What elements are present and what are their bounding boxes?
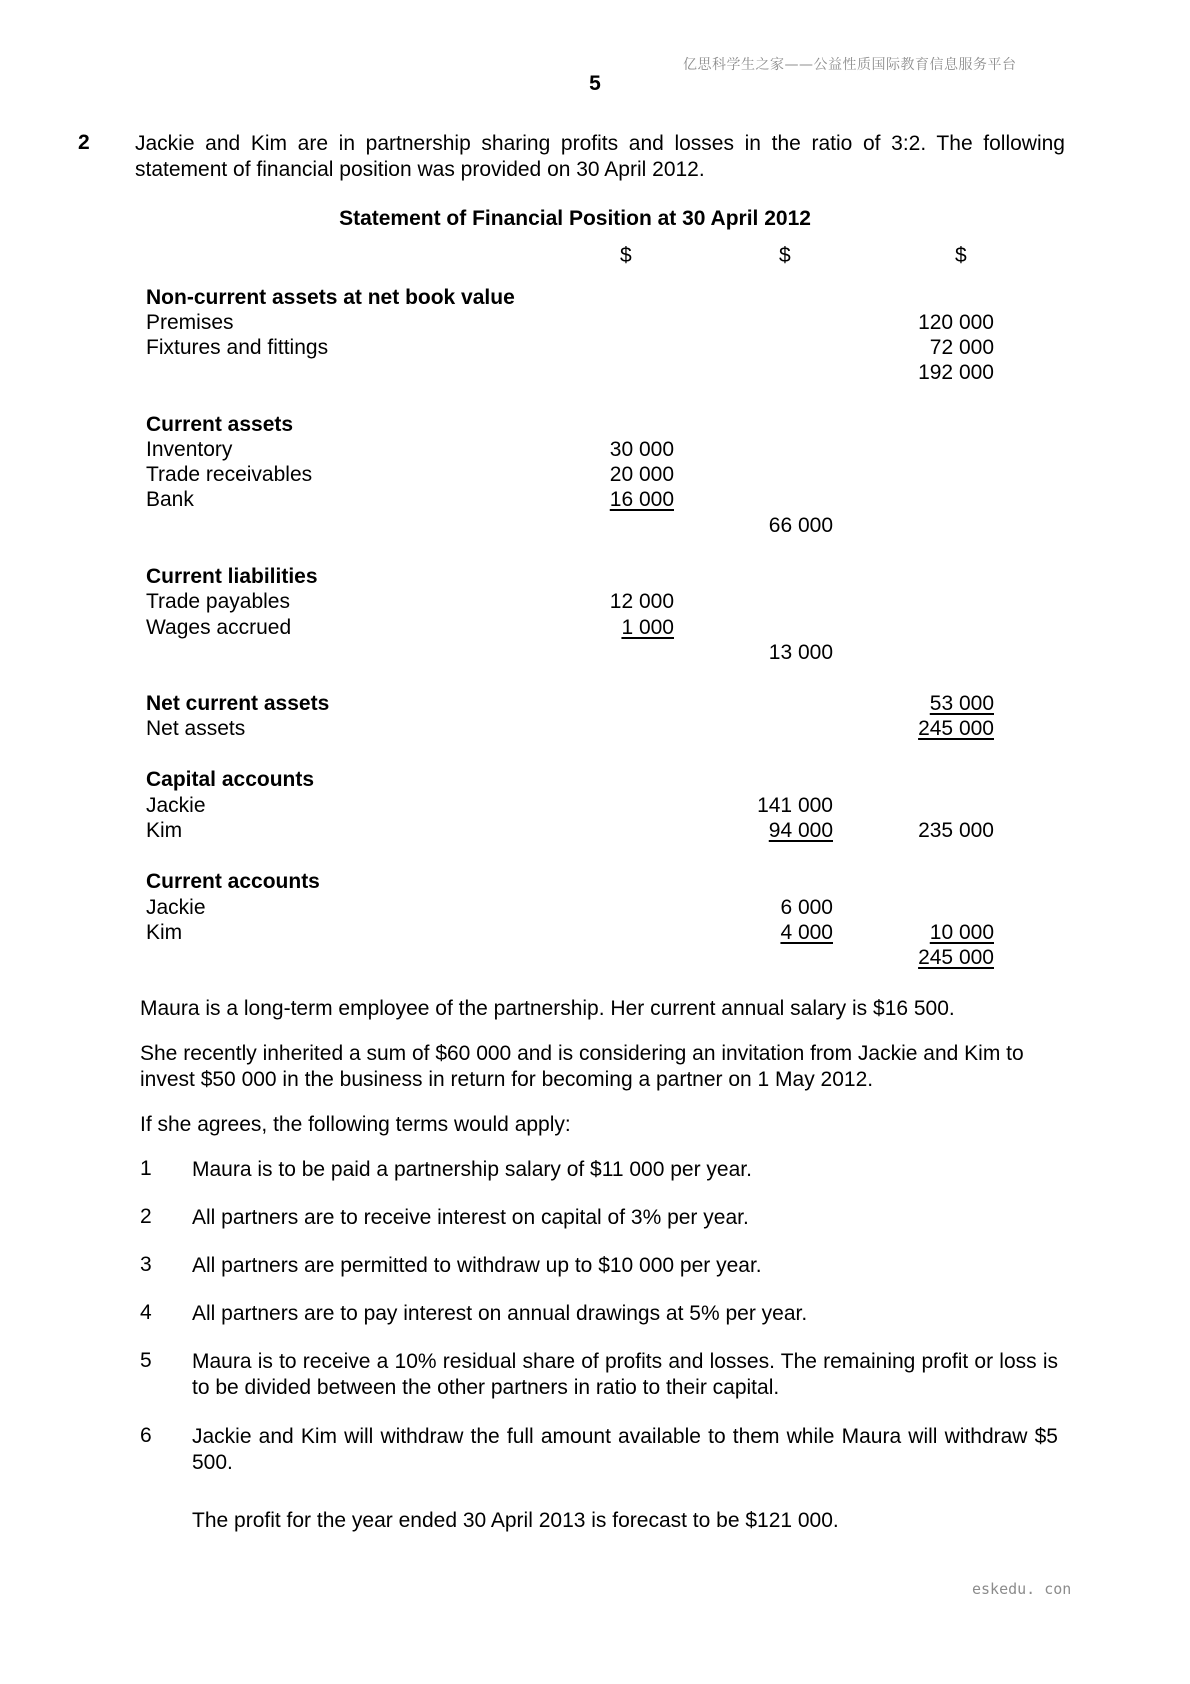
statement-row-label: Kim [146, 921, 183, 944]
statement-value: 4 000 [780, 921, 833, 944]
statement-value: 20 000 [609, 463, 674, 486]
statement-row-label: Current liabilities [146, 565, 318, 588]
statement-row-label: Jackie [146, 794, 206, 817]
statement-row-label: Wages accrued [146, 616, 292, 639]
statement-value: 53 000 [929, 692, 994, 715]
statement-value: 141 000 [757, 794, 833, 817]
statement-value: 1 000 [621, 616, 674, 639]
term-number: 3 [140, 1253, 152, 1276]
term-number: 2 [140, 1205, 152, 1228]
header-watermark: 亿思科学生之家——公益性质国际教育信息服务平台 [683, 57, 1017, 73]
question-intro: Jackie and Kim are in partnership sharing profits and losses in the ratio of 3:2. The following statement of financial position was provided on 30 April 2012. [135, 132, 1065, 181]
statement-row-label: Net current assets [146, 692, 330, 715]
paragraph-invitation: She recently inherited a sum of $60 000 and is considering an invitation from Jackie and Kim to invest $50 000 in the business in return for becoming a partner on 1 May 2012. [140, 1042, 1024, 1091]
statement-row-label: Trade payables [146, 590, 290, 613]
term-number: 5 [140, 1349, 152, 1372]
term-text: All partners are to receive interest on capital of 3% per year. [192, 1206, 749, 1229]
term-number: 1 [140, 1157, 152, 1180]
statement-row-label: Inventory [146, 438, 233, 461]
term-text: Maura is to be paid a partnership salary of $11 000 per year. [192, 1158, 752, 1181]
statement-value: 192 000 [918, 361, 994, 384]
footer-watermark: eskedu. con [972, 1580, 1072, 1598]
statement-value: 30 000 [609, 438, 674, 461]
term-text: Jackie and Kim will withdraw the full amount available to them while Maura will withdraw $5 500. [192, 1425, 1058, 1474]
statement-row-label: Bank [146, 488, 194, 511]
currency-header: $ [955, 244, 967, 267]
statement-row-label: Current accounts [146, 870, 320, 893]
statement-value: 16 000 [609, 488, 674, 511]
statement-value: 6 000 [780, 896, 833, 919]
statement-row-label: Current assets [146, 413, 294, 436]
term-text: Maura is to receive a 10% residual share of profits and losses. The remaining profit or loss is to be divided between the other partners in ratio to their capital. [192, 1350, 1058, 1399]
statement-row-label: Jackie [146, 896, 206, 919]
statement-value: 94 000 [768, 819, 833, 842]
statement-value: 72 000 [929, 336, 994, 359]
statement-value: 66 000 [768, 514, 833, 537]
paragraph-terms-intro: If she agrees, the following terms would apply: [140, 1113, 571, 1136]
statement-title: Statement of Financial Position at 30 April 2012 [339, 207, 811, 230]
term-number: 4 [140, 1301, 152, 1324]
statement-row-label: Kim [146, 819, 183, 842]
term-text: All partners are permitted to withdraw up to $10 000 per year. [192, 1254, 762, 1277]
paragraph-salary: Maura is a long-term employee of the partnership. Her current annual salary is $16 500. [140, 997, 955, 1020]
page-number: 5 [589, 72, 601, 95]
statement-row-label: Net assets [146, 717, 246, 740]
statement-value: 245 000 [918, 946, 994, 969]
statement-row-label: Non-current assets at net book value [146, 286, 515, 309]
statement-value: 10 000 [929, 921, 994, 944]
statement-row-label: Trade receivables [146, 463, 313, 486]
forecast-text: The profit for the year ended 30 April 2013 is forecast to be $121 000. [192, 1509, 839, 1532]
term-text: All partners are to pay interest on annual drawings at 5% per year. [192, 1302, 808, 1325]
statement-row-label: Fixtures and fittings [146, 336, 329, 359]
statement-value: 120 000 [918, 311, 994, 334]
statement-row-label: Premises [146, 311, 234, 334]
currency-header: $ [779, 244, 791, 267]
statement-row-label: Capital accounts [146, 768, 315, 791]
statement-value: 12 000 [609, 590, 674, 613]
question-number: 2 [78, 131, 90, 154]
statement-value: 235 000 [918, 819, 994, 842]
statement-value: 245 000 [918, 717, 994, 740]
statement-value: 13 000 [768, 641, 833, 664]
currency-header: $ [620, 244, 632, 267]
term-number: 6 [140, 1424, 152, 1447]
